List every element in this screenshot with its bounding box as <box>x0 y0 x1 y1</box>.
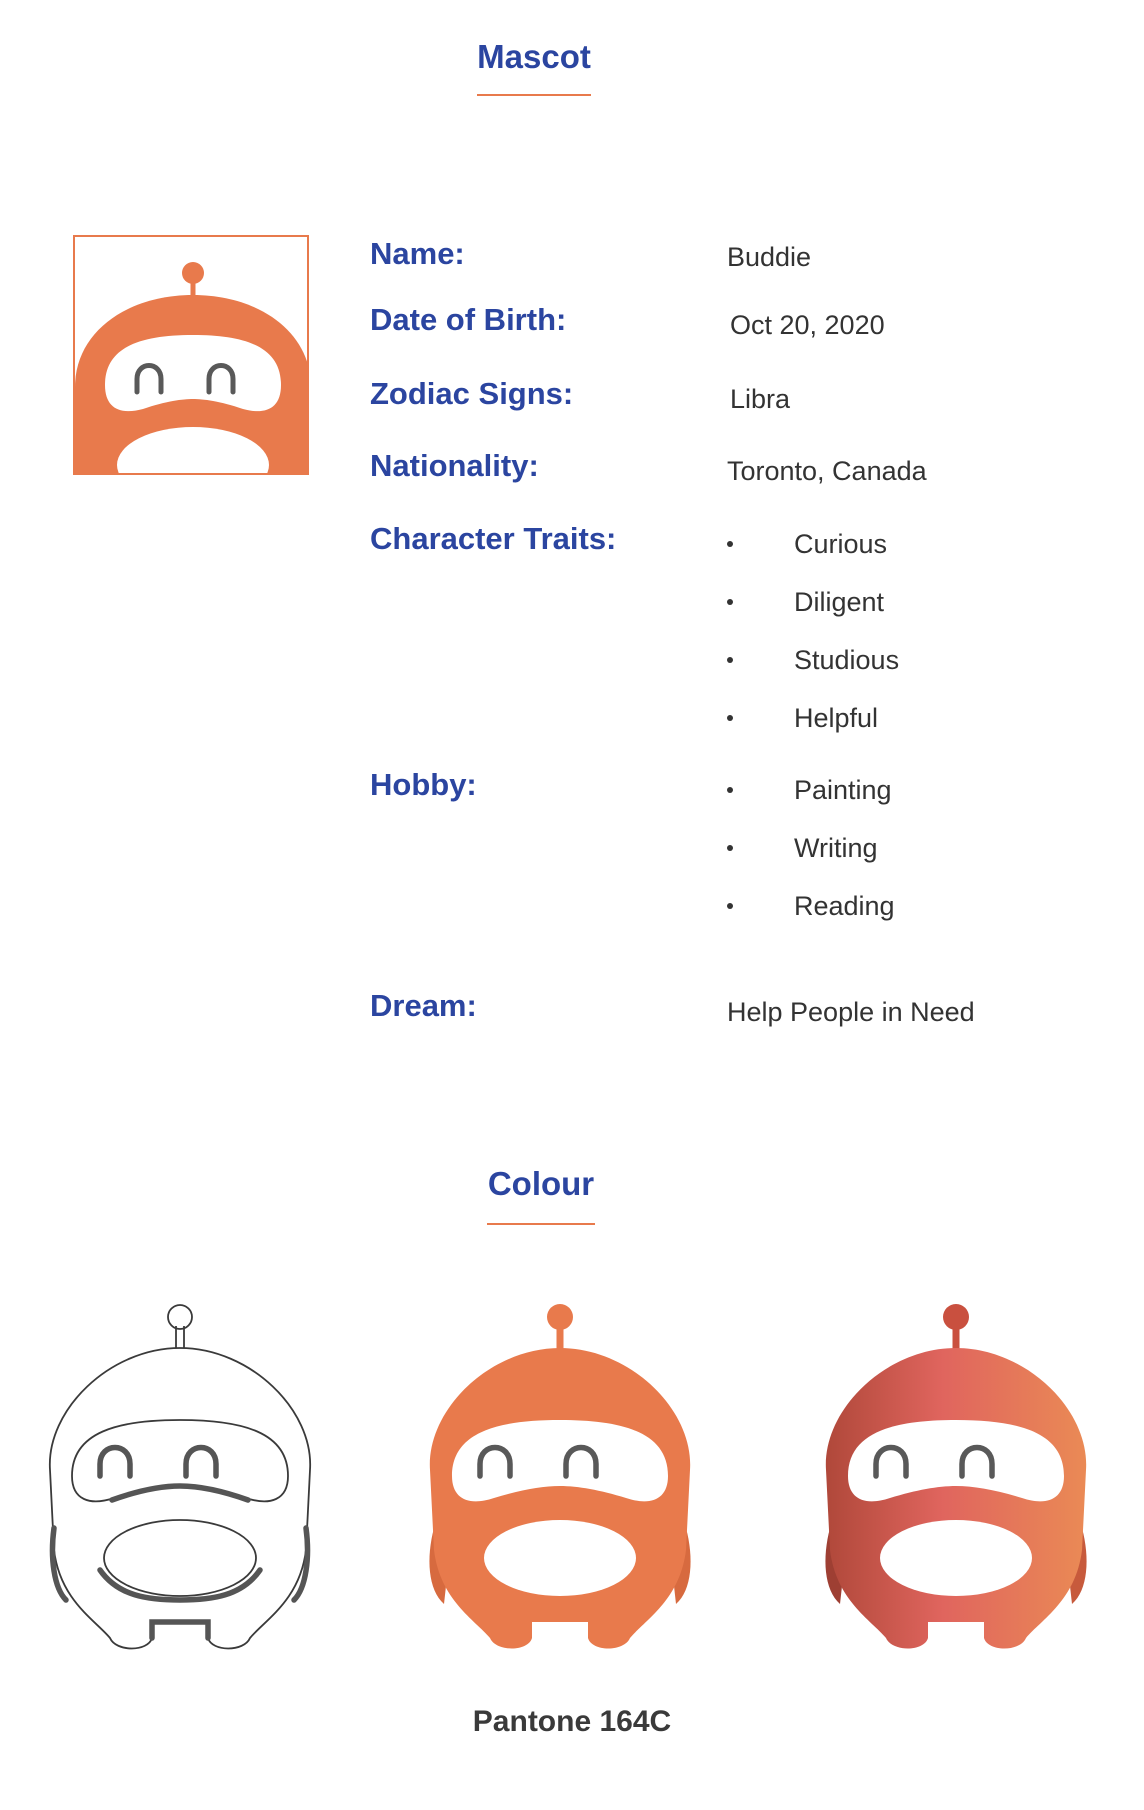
colour-title-underline <box>487 1223 595 1225</box>
pantone-label: Pantone 164C <box>472 1705 672 1738</box>
hobby-text: Writing <box>794 833 878 863</box>
trait-text: Curious <box>794 529 888 559</box>
colour-section-title: Colour <box>487 1165 595 1202</box>
dream-value: Help People in Need <box>727 997 975 1027</box>
mascot-section-title: Mascot <box>477 38 591 75</box>
trait-text: Studious <box>794 645 900 675</box>
dob-value: Oct 20, 2020 <box>730 310 885 340</box>
name-label: Name: <box>370 236 465 271</box>
mascot-solid-variant <box>420 1300 700 1652</box>
name-value: Buddie <box>727 242 812 272</box>
mascot-avatar <box>73 235 309 475</box>
dob-label: Date of Birth: <box>370 302 567 337</box>
bullet-icon <box>727 599 733 605</box>
mascot-gradient-variant <box>816 1300 1096 1652</box>
traits-label: Character Traits: <box>370 521 617 556</box>
dream-label: Dream: <box>370 988 477 1023</box>
zodiac-label: Zodiac Signs: <box>370 376 574 411</box>
hobby-text: Reading <box>794 891 895 921</box>
bullet-icon <box>727 845 733 851</box>
hobby-label: Hobby: <box>370 767 477 802</box>
bullet-icon <box>727 541 733 547</box>
mascot-avatar-illustration <box>75 237 309 475</box>
bullet-icon <box>727 903 733 909</box>
bullet-icon <box>727 657 733 663</box>
mascot-title-underline <box>477 94 591 96</box>
nationality-label: Nationality: <box>370 448 539 483</box>
trait-text: Helpful <box>794 703 879 733</box>
bullet-icon <box>727 787 733 793</box>
trait-text: Diligent <box>794 587 885 617</box>
nationality-value: Toronto, Canada <box>727 456 927 486</box>
hobby-text: Painting <box>794 775 892 805</box>
zodiac-value: Libra <box>730 384 791 414</box>
bullet-icon <box>727 715 733 721</box>
mascot-outline-variant <box>40 1300 320 1652</box>
